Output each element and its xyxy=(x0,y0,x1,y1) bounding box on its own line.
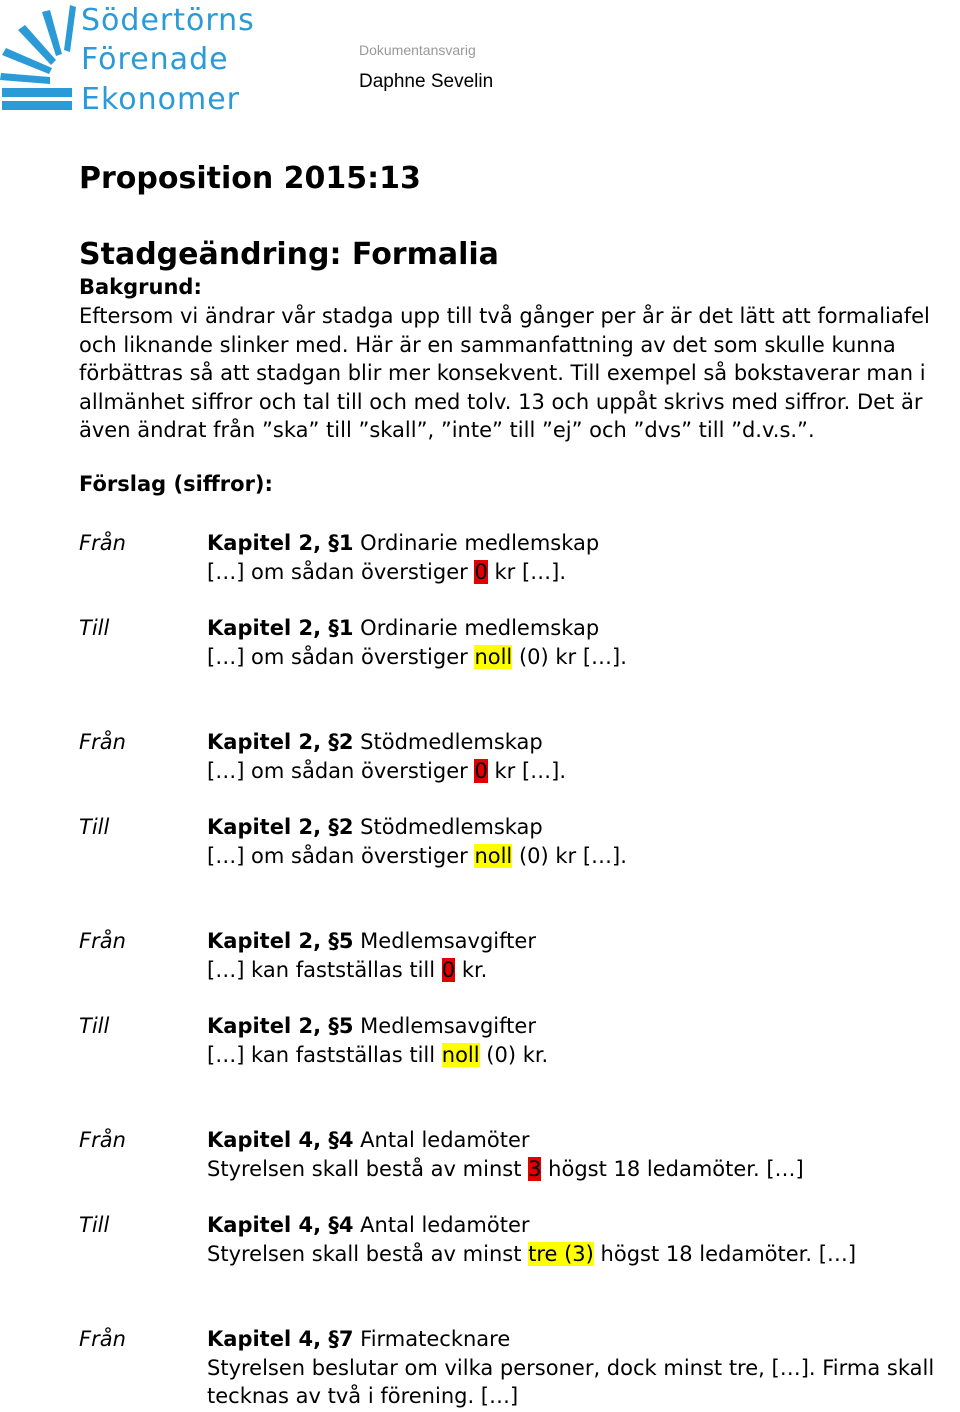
chapter-title: Ordinarie medlemskap xyxy=(353,531,600,555)
chapter-line xyxy=(207,1126,960,1155)
clause-text-before: Styrelsen skall bestå av minst xyxy=(207,1156,529,1181)
clause-text xyxy=(207,1240,960,1269)
chapter-line xyxy=(207,529,960,558)
clause-text-before: […] om sådan överstiger xyxy=(207,843,475,868)
clause-text-before: […] om sådan överstiger xyxy=(207,559,475,584)
change-direction-label: Till xyxy=(79,1014,110,1038)
chapter-title: Medlemsavgifter xyxy=(353,929,536,953)
clause-text xyxy=(207,1155,960,1184)
background-text: Eftersom vi ändrar vår stadga upp till två gånger per år är det lätt att formaliafel och liknande slinker med. Här är en sammanfattning av det som skulle kunna förbättras så att stadgan blir mer konsekvent. Till exempel så bokstaverar man i allmänhet siffror och tal till och med tolv. 13 och uppåt skrivs med siffror. Det är även ändrat från ”ska” till ”skall”, ”inte” till ”ej” och ”dvs” till ”d.v.s.”. xyxy=(79,304,930,443)
change-body xyxy=(207,1211,960,1268)
highlighted-value: noll xyxy=(474,644,513,669)
change-direction-label: Från xyxy=(79,730,126,754)
change-body xyxy=(207,1126,960,1183)
clause-text xyxy=(207,643,960,672)
chapter-line xyxy=(207,927,960,956)
clause-text-before: […] kan fastställas till xyxy=(207,957,442,982)
clause-text-after: kr […]. xyxy=(487,559,567,584)
change-direction-label: Till xyxy=(79,1213,110,1237)
chapter-title: Stödmedlemskap xyxy=(353,815,543,839)
change-body xyxy=(207,614,960,671)
chapter-title: Antal ledamöter xyxy=(353,1128,530,1152)
clause-text-before: Styrelsen skall bestå av minst xyxy=(207,1241,529,1266)
chapter-title: Antal ledamöter xyxy=(353,1213,530,1237)
chapter-reference: Kapitel 2, §2 xyxy=(207,730,354,754)
clause-text xyxy=(207,842,960,871)
chapter-line xyxy=(207,614,960,643)
clause-text-before: Styrelsen beslutar om vilka personer, dock minst tre, […]. Firma skall tecknas av två i förening. […] xyxy=(207,1355,935,1409)
sun-logo-icon xyxy=(0,0,80,115)
clause-text xyxy=(207,1354,960,1411)
change-body xyxy=(207,728,960,785)
clause-text xyxy=(207,1041,960,1070)
clause-text-before: […] om sådan överstiger xyxy=(207,644,475,669)
change-direction-label: Från xyxy=(79,929,126,953)
clause-text-after: (0) kr […]. xyxy=(512,644,627,669)
chapter-title: Stödmedlemskap xyxy=(353,730,543,754)
change-body xyxy=(207,1012,960,1069)
chapter-line xyxy=(207,1211,960,1240)
clause-text-after: högst 18 ledamöter. […] xyxy=(541,1156,804,1181)
clause-text xyxy=(207,558,960,587)
logo-line: Södertörns xyxy=(81,3,255,38)
change-direction-label: Till xyxy=(79,616,110,640)
document-owner-name: Daphne Sevelin xyxy=(359,71,494,92)
chapter-reference: Kapitel 4, §7 xyxy=(207,1327,354,1351)
chapter-title: Medlemsavgifter xyxy=(353,1014,536,1038)
highlighted-value: 0 xyxy=(441,957,456,982)
chapter-reference: Kapitel 4, §4 xyxy=(207,1128,354,1152)
chapter-reference: Kapitel 4, §4 xyxy=(207,1213,354,1237)
clause-text xyxy=(207,956,960,985)
change-direction-label: Från xyxy=(79,531,126,555)
background-heading: Bakgrund: xyxy=(79,275,202,299)
chapter-reference: Kapitel 2, §2 xyxy=(207,815,354,839)
page-subtitle: Stadgeändring: Formalia xyxy=(79,237,499,272)
chapter-line xyxy=(207,1012,960,1041)
highlighted-value: 0 xyxy=(474,758,488,783)
proposals-heading: Förslag (siffror): xyxy=(79,472,273,496)
chapter-reference: Kapitel 2, §1 xyxy=(207,616,354,640)
page-title: Proposition 2015:13 xyxy=(79,161,421,196)
highlighted-value: noll xyxy=(441,1042,480,1067)
logo-line: Ekonomer xyxy=(81,82,240,117)
chapter-title: Ordinarie medlemskap xyxy=(353,616,600,640)
document-owner-label: Dokumentansvarig xyxy=(359,42,476,58)
clause-text-before: […] om sådan överstiger xyxy=(207,758,475,783)
clause-text-after: (0) kr. xyxy=(479,1042,549,1067)
logo-line: Förenade xyxy=(81,42,229,77)
change-body xyxy=(207,1325,960,1411)
change-body xyxy=(207,529,960,586)
change-body xyxy=(207,813,960,870)
clause-text-after: högst 18 ledamöter. […] xyxy=(593,1241,857,1266)
highlighted-value: tre (3) xyxy=(528,1241,594,1266)
highlighted-value: 3 xyxy=(528,1156,542,1181)
chapter-line xyxy=(207,813,960,842)
chapter-title: Firmatecknare xyxy=(353,1327,511,1351)
clause-text xyxy=(207,757,960,786)
change-direction-label: Från xyxy=(79,1128,126,1152)
clause-text-after: (0) kr […]. xyxy=(512,843,627,868)
change-direction-label: Till xyxy=(79,815,110,839)
chapter-reference: Kapitel 2, §5 xyxy=(207,1014,354,1038)
clause-text-after: kr […]. xyxy=(487,758,567,783)
highlighted-value: 0 xyxy=(474,559,488,584)
chapter-reference: Kapitel 2, §5 xyxy=(207,929,354,953)
chapter-reference: Kapitel 2, §1 xyxy=(207,531,354,555)
highlighted-value: noll xyxy=(474,843,513,868)
chapter-line xyxy=(207,728,960,757)
change-body xyxy=(207,927,960,984)
clause-text-before: […] kan fastställas till xyxy=(207,1042,442,1067)
change-direction-label: Från xyxy=(79,1327,126,1351)
clause-text-after: kr. xyxy=(455,957,488,982)
chapter-line xyxy=(207,1325,960,1354)
logo xyxy=(0,0,270,120)
